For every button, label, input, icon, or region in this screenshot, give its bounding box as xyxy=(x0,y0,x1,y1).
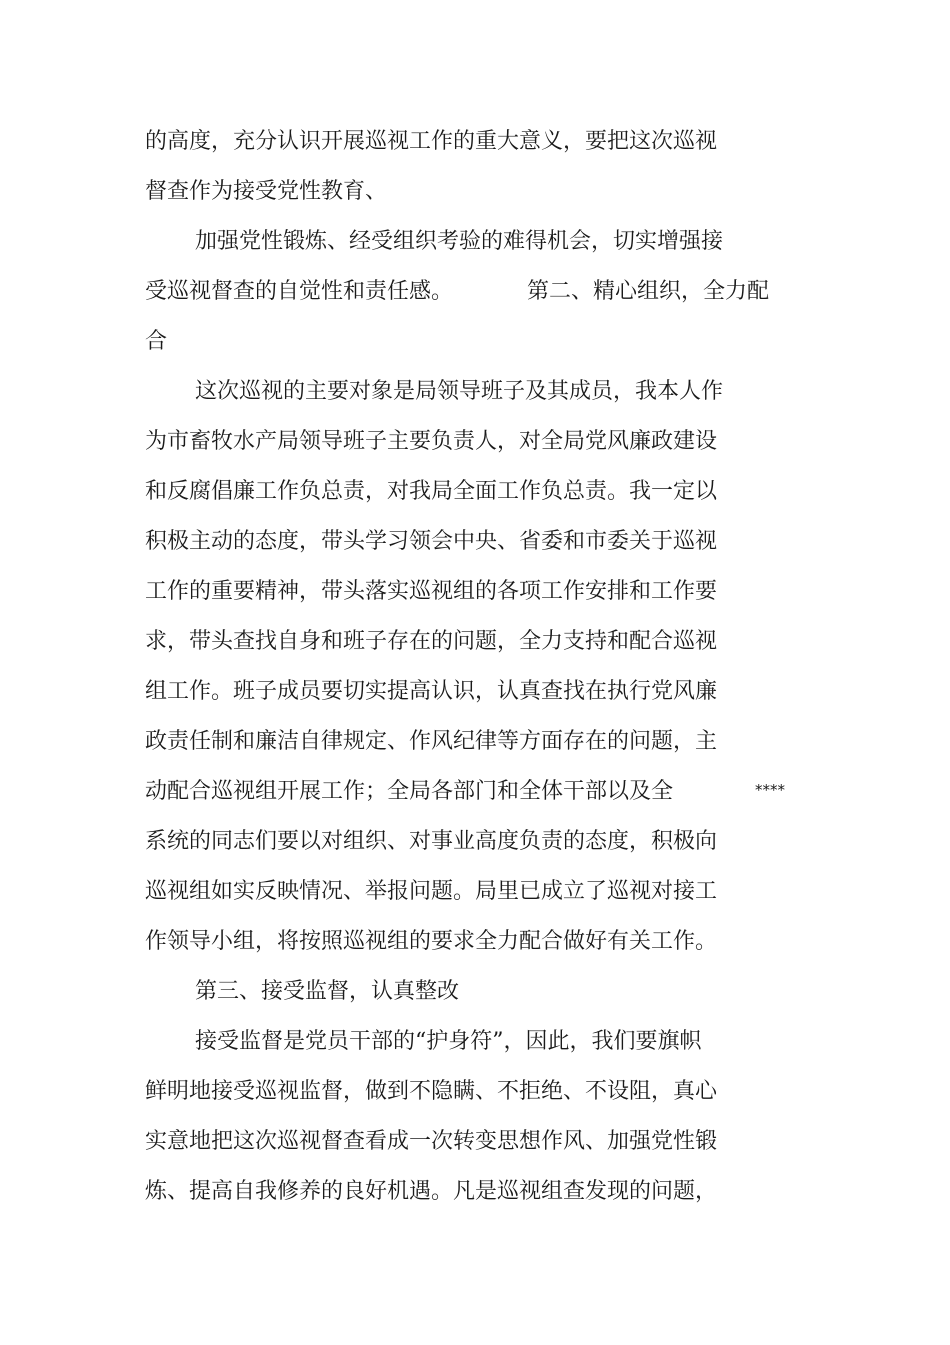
section-heading: 第三、接受监督，认真整改 xyxy=(195,979,460,1004)
text-line: 积极主动的态度，带头学习领会中央、省委和市委关于巡视 xyxy=(145,529,718,554)
text-line: 组工作。班子成员要切实提高认识，认真查找在执行党风廉 xyxy=(145,679,718,704)
text-line: 系统的同志们要以对组织、对事业高度负责的态度，积极向 xyxy=(145,829,718,854)
text-line: 督查作为接受党性教育、 xyxy=(145,179,388,204)
text-line: 巡视组如实反映情况、举报问题。局里已成立了巡视对接工 xyxy=(145,879,718,904)
text-line: 鲜明地接受巡视监督，做到不隐瞒、不拒绝、不设阻，真心 xyxy=(145,1079,718,1104)
text-line: 这次巡视的主要对象是局领导班子及其成员，我本人作 xyxy=(195,379,724,404)
section-heading-continued: 合 xyxy=(145,329,168,354)
text-line: 的高度，充分认识开展巡视工作的重大意义，要把这次巡视 xyxy=(145,129,718,154)
text-line: 为市畜牧水产局领导班子主要负责人，对全局党风廉政建设 xyxy=(145,429,718,454)
text-line: 接受监督是党员干部的“护身符”，因此，我们要旗帜 xyxy=(195,1029,702,1054)
text-line: 动配合巡视组开展工作；全局各部门和全体干部以及全 xyxy=(145,779,674,804)
redaction-mark: **** xyxy=(755,781,785,799)
text-line: 加强党性锻炼、经受组织考验的难得机会，切实增强接 xyxy=(195,229,724,254)
text-line: 炼、提高自我修养的良好机遇。凡是巡视组查发现的问题， xyxy=(145,1179,718,1204)
text-line: 求，带头查找自身和班子存在的问题，全力支持和配合巡视 xyxy=(145,629,718,654)
text-line: 工作的重要精神，带头落实巡视组的各项工作安排和工作要 xyxy=(145,579,718,604)
text-line: 政责任制和廉洁自律规定、作风纪律等方面存在的问题，主 xyxy=(145,729,718,754)
text-line: 作领导小组，将按照巡视组的要求全力配合做好有关工作。 xyxy=(145,929,718,954)
text-line: 受巡视督查的自觉性和责任感。 xyxy=(145,279,454,304)
section-heading: 第二、精心组织，全力配 xyxy=(527,279,770,304)
text-line: 实意地把这次巡视督查看成一次转变思想作风、加强党性锻 xyxy=(145,1129,718,1154)
text-line: 和反腐倡廉工作负总责，对我局全面工作负总责。我一定以 xyxy=(145,479,718,504)
